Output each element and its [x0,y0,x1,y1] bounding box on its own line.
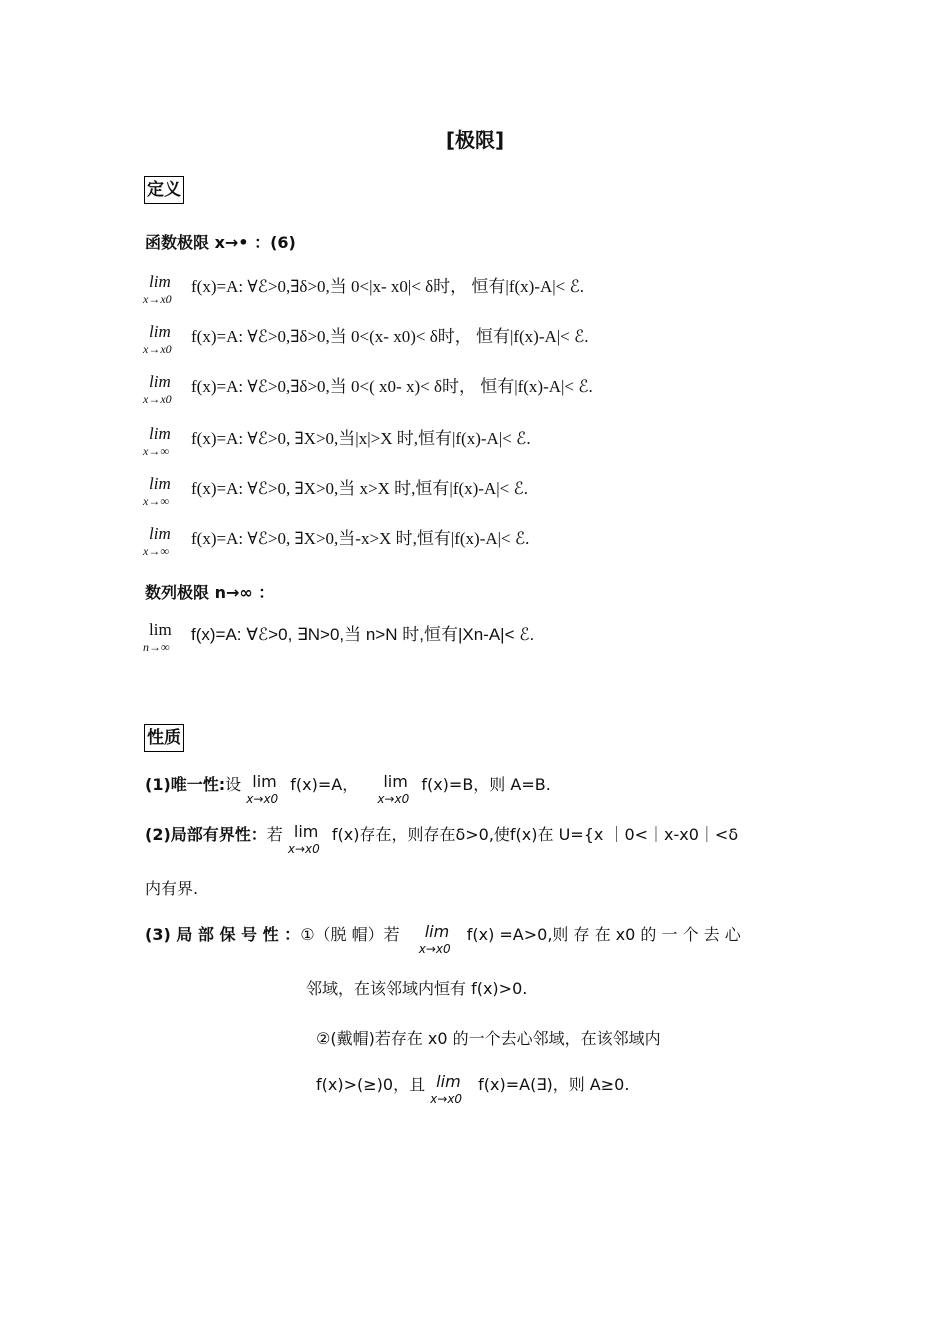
lim-word: lim [149,372,171,391]
lim-subscript: x→x0 [143,292,172,306]
lim-subscript: x→x0 [143,392,172,406]
lim-word: lim [149,620,172,639]
lim-subscript: x→x0 [377,792,410,806]
property-boundedness [145,822,738,862]
lim-subscript: x→x0 [143,342,172,356]
func-limit-line [143,272,584,312]
lim-word: lim [149,272,171,291]
property-text: ①（脱 帽）若 [300,925,400,944]
property-sign-text: 邻域，在该邻域内恒有 f(x)>0. [306,979,528,998]
property-label: (1)唯一性: [145,775,226,794]
function-limit-heading: 函数极限 x→• ：(6) [145,233,296,252]
func-limit-line [143,372,593,412]
sequence-limit-line [143,620,534,660]
property-boundedness-cont: 内有界. [145,879,199,898]
property-uniqueness [145,772,551,812]
lim-subscript: x→x0 [246,792,279,806]
lim-subscript: x→x0 [418,942,451,956]
property-text: 设 [225,775,242,794]
lim-word: lim [149,474,171,493]
lim-word: lim [149,322,171,341]
property-text: f(x)>(≥)0，且 [316,1075,426,1094]
lim-subscript: x→∞ [143,444,169,458]
section-definition: 定义 [144,176,184,204]
sequence-limit-body: f(x)=A: ∀ℰ>0, ∃N>0,当 n>N 时,恒有|Xn-A|< ℰ. [191,625,535,644]
lim-subscript: x→∞ [143,494,169,508]
property-label: (3) 局 部 保 号 性 ： [145,925,301,944]
lim-subscript: n→∞ [143,640,170,654]
func-limit-body: f(x)=A: ∀ℰ>0,∃δ>0,当 0<( x0- x)< δ时， 恒有|f(x)-A|< ℰ. [191,377,593,396]
func-limit-line [143,424,531,464]
property-label: (2)局部有界性： [145,825,267,844]
func-limit-line [143,474,528,514]
property-text: 若 [266,825,283,844]
func-limit-body: f(x)=A: ∀ℰ>0,∃δ>0,当 0<(x- x0)< δ时， 恒有|f(x)-A|< ℰ. [191,327,589,346]
lim-word: lim [149,424,171,443]
func-limit-body: f(x)=A: ∀ℰ>0, ∃X>0,当 x>X 时,恒有|f(x)-A|< ℰ. [191,479,529,498]
sequence-limit-heading: 数列极限 n→∞ ： [145,583,275,602]
property-sign-line [316,1072,629,1112]
func-limit-line [143,524,529,564]
func-limit-line [143,322,589,362]
property-sign-preservation [145,922,741,962]
property-text: f(x)=A(∃)，则 A≥0. [478,1075,630,1094]
lim-word: lim [383,772,408,791]
lim-subscript: x→x0 [287,842,320,856]
property-text: f(x)=B，则 A=B. [421,775,551,794]
lim-word: lim [149,524,171,543]
property-sign-text: ②(戴帽)若存在 x0 的一个去心邻域，在该邻域内 [316,1029,661,1048]
func-limit-body: f(x)=A: ∀ℰ>0, ∃X>0,当|x|>X 时,恒有|f(x)-A|< ℰ. [191,429,531,448]
lim-word: lim [436,1072,461,1091]
func-limit-body: f(x)=A: ∀ℰ>0,∃δ>0,当 0<|x- x0|< δ时， 恒有|f(x)-A|< ℰ. [191,277,585,296]
lim-word: lim [252,772,277,791]
section-properties: 性质 [144,724,184,752]
property-text: f(x) =A>0,则 存 在 x0 的 一 个 去 心 [466,925,741,944]
page-title: [极限] [445,128,505,152]
lim-word: lim [424,922,450,941]
lim-subscript: x→x0 [430,1092,463,1106]
lim-subscript: x→∞ [143,544,169,558]
lim-word: lim [293,822,319,841]
property-text: f(x)存在，则存在δ>0,使f(x)在 U={x ｜0<｜x-x0｜<δ [331,825,739,844]
property-text: f(x)=A， [290,775,359,794]
func-limit-body: f(x)=A: ∀ℰ>0, ∃X>0,当-x>X 时,恒有|f(x)-A|< ℰ. [191,529,530,548]
